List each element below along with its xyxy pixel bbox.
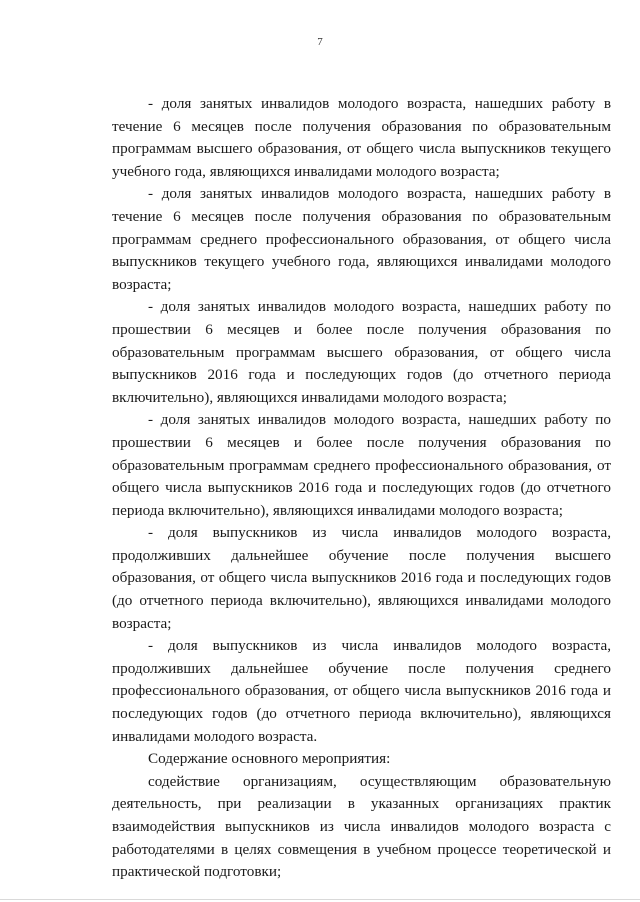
indicator-paragraph-2: - доля занятых инвалидов молодого возраста, нашедших работу в течение 6 месяцев после получения образования по образовательным программам среднего профессионального образования, от общего числа выпускников текущего учебного года, являющихся инвалидами молодого возраста; (112, 185, 611, 293)
indicator-paragraph-6: - доля выпускников из числа инвалидов молодого возраста, продолживших дальнейшее обучение после получения среднего профессионального образования, от общего числа выпускников 2016 года и последующих годов (до отчетного периода включительно), являющихся инвалидами молодого возраста. (112, 637, 611, 745)
indicator-paragraph-4: - доля занятых инвалидов молодого возраста, нашедших работу по прошествии 6 месяцев и более после получения образования по образовательным программам среднего профессионального образования, от общего числа выпускников 2016 года и последующих годов (до отчетного периода включительно), являющихся инвалидами молодого возраста; (112, 411, 611, 519)
document-body (112, 93, 611, 884)
indicator-paragraph-1: - доля занятых инвалидов молодого возраста, нашедших работу в течение 6 месяцев после получения образования по образовательным программам высшего образования, от общего числа выпускников текущего учебного года, являющихся инвалидами молодого возраста; (112, 95, 611, 180)
indicator-paragraph-3: - доля занятых инвалидов молодого возраста, нашедших работу по прошествии 6 месяцев и более после получения образования по образовательным программам высшего образования, от общего числа выпускников 2016 года и последующих годов (до отчетного периода включительно), являющихся инвалидами молодого возраста; (112, 298, 611, 406)
page-number: 7 (317, 36, 323, 48)
section-heading: Содержание основного мероприятия: (148, 750, 391, 768)
activity-paragraph: содействие организациям, осуществляющим образовательную деятельность, при реализации в указанных организациях практик взаимодействия выпускников из числа инвалидов молодого возраста с работодателями в целях совмещения в учебном процессе теоретической и практической подготовки; (112, 772, 611, 881)
page-bottom-edge (0, 899, 640, 900)
indicator-paragraph-5: - доля выпускников из числа инвалидов молодого возраста, продолживших дальнейшее обучение после получения высшего образования, от общего числа выпускников 2016 года и последующих годов (до отчетного периода включительно), являющихся инвалидами молодого возраста; (112, 524, 611, 632)
